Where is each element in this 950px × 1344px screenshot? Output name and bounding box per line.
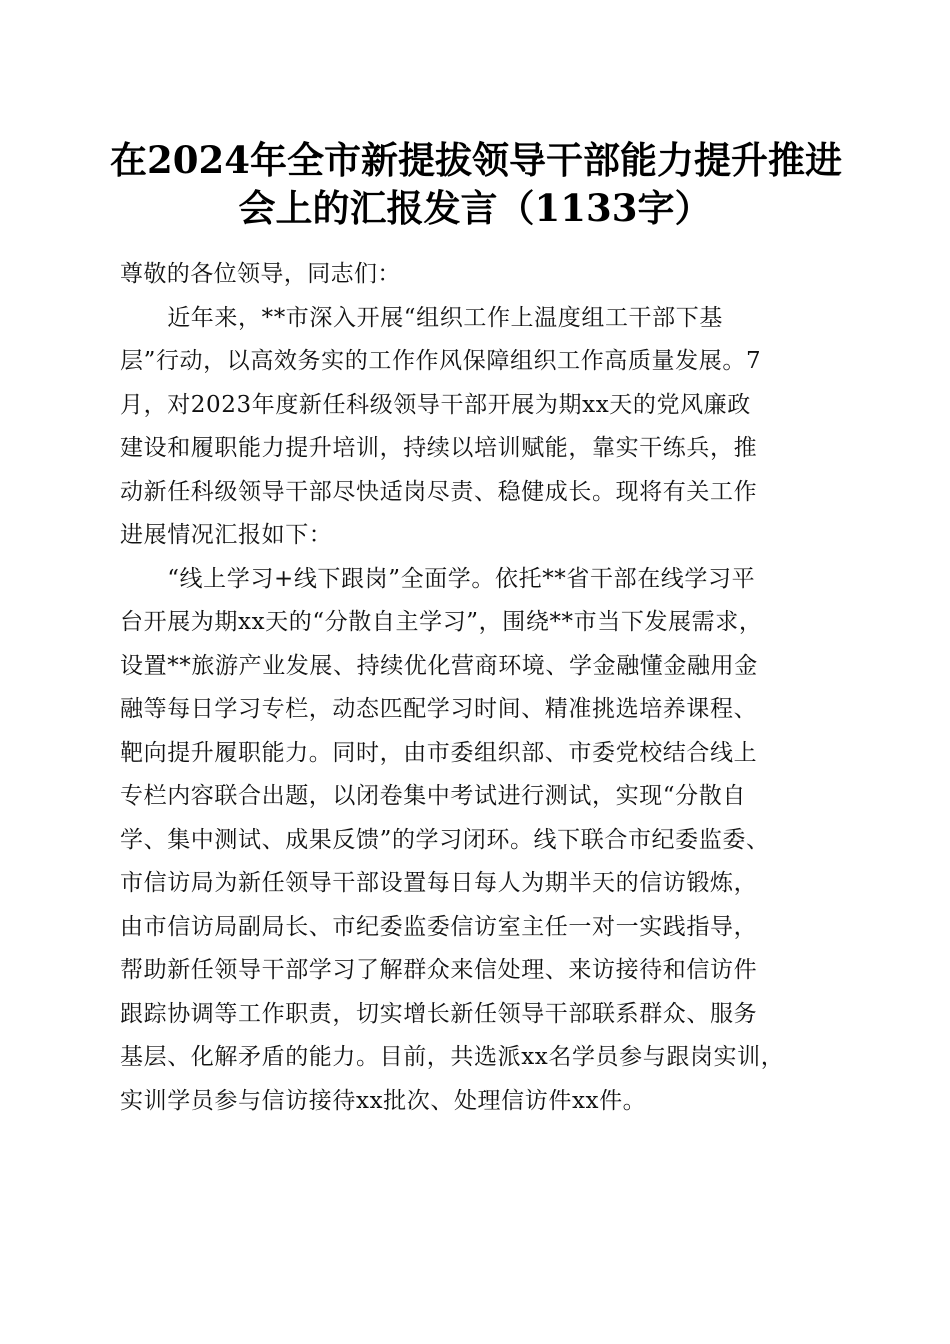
paragraph-line: 月，对2023年度新任科级领导干部开展为期xx天的党风廉政 bbox=[120, 391, 751, 418]
paragraph-line: 近年来，**市深入开展“组织工作上温度组工干部下基 bbox=[120, 304, 723, 331]
paragraph-line: 动新任科级领导干部尽快适岗尽责、稳健成长。现将有关工作 bbox=[120, 478, 758, 505]
paragraph-line: 设置**旅游产业发展、持续优化营商环境、学金融懂金融用金 bbox=[120, 652, 758, 679]
paragraph-line: 实训学员参与信访接待xx批次、处理信访件xx件。 bbox=[120, 1087, 647, 1114]
document-title bbox=[110, 136, 840, 232]
paragraph-line: 靶向提升履职能力。同时，由市委组织部、市委党校结合线上 bbox=[120, 739, 758, 766]
paragraph-line: 融等每日学习专栏，动态匹配学习时间、精准挑选培养课程、 bbox=[120, 696, 758, 722]
salutation: 尊敬的各位领导，同志们： bbox=[120, 261, 401, 287]
document-body bbox=[120, 253, 832, 1123]
paragraph-line: 学、集中测试、成果反馈”的学习闭环。线下联合市纪委监委、 bbox=[120, 826, 770, 853]
paragraph-line: 进展情况汇报如下： bbox=[120, 522, 333, 548]
title-line-1: 在2024年全市新提拔领导干部能力提升推进 bbox=[110, 138, 842, 182]
paragraph-line: “线上学习+线下跟岗”全面学。依托**省干部在线学习平 bbox=[120, 565, 756, 592]
paragraph-line: 基层、化解矛盾的能力。目前，共选派xx名学员参与跟岗实训， bbox=[120, 1044, 785, 1070]
paragraph-line: 由市信访局副局长、市纪委监委信访室主任一对一实践指导， bbox=[120, 913, 758, 940]
paragraph-line: 帮助新任领导干部学习了解群众来信处理、来访接待和信访件 bbox=[120, 957, 758, 983]
paragraph-line: 台开展为期xx天的“分散自主学习”，围绕**市当下发展需求， bbox=[120, 609, 763, 635]
paragraph-2 bbox=[120, 558, 832, 1124]
paragraph-1 bbox=[120, 297, 832, 558]
paragraph-line: 跟踪协调等工作职责，切实增长新任领导干部联系群众、服务 bbox=[120, 1000, 758, 1027]
paragraph-line: 层”行动，以高效务实的工作作风保障组织工作高质量发展。7 bbox=[120, 348, 762, 374]
paragraph-line: 建设和履职能力提升培训，持续以培训赋能，靠实干练兵，推 bbox=[120, 435, 758, 461]
title-line-2: 会上的汇报发言（1133字） bbox=[238, 186, 712, 230]
paragraph-line: 专栏内容联合出题，以闭卷集中考试进行测试，实现“分散自 bbox=[120, 783, 746, 809]
paragraph-line: 市信访局为新任领导干部设置每日每人为期半天的信访锻炼， bbox=[120, 870, 758, 896]
